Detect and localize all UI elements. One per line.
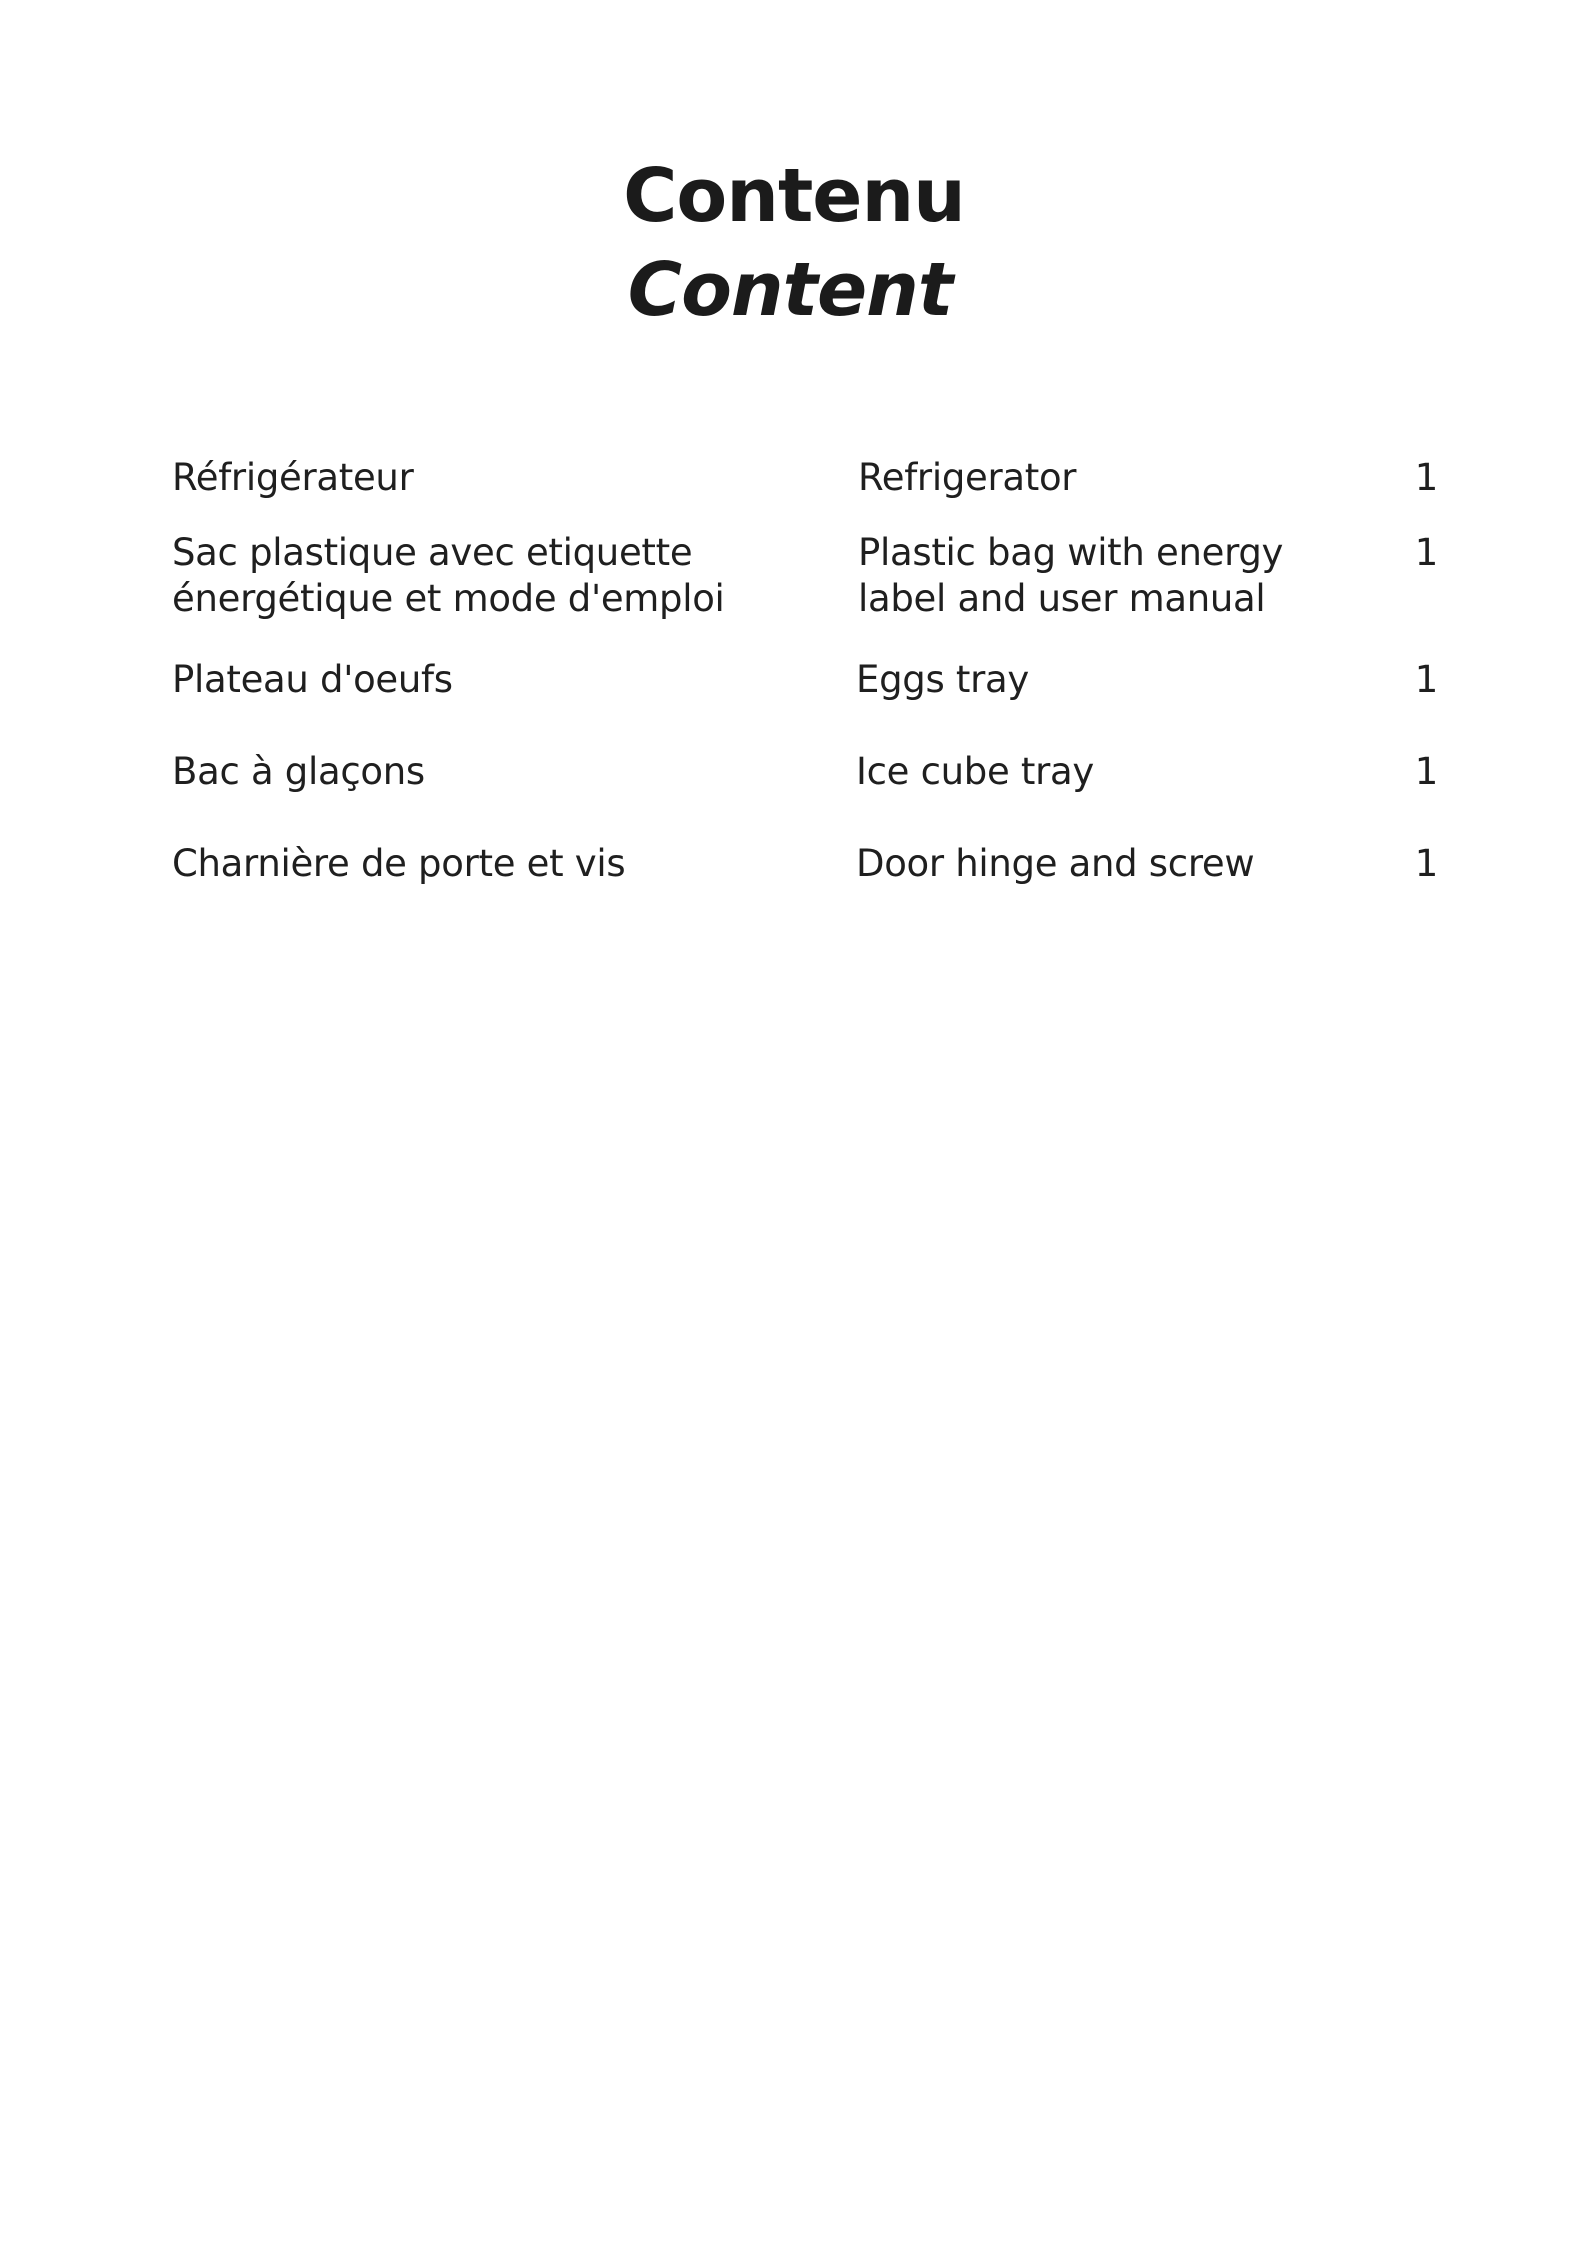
content-row bbox=[0, 530, 1588, 630]
item-quantity: 1 bbox=[1414, 750, 1438, 793]
item-quantity: 1 bbox=[1414, 456, 1438, 499]
item-english: Plastic bag with energy label and user manual bbox=[858, 531, 1284, 620]
content-row bbox=[0, 841, 1588, 941]
item-english: Ice cube tray bbox=[856, 750, 1094, 793]
content-row bbox=[0, 657, 1588, 757]
item-english: Door hinge and screw bbox=[856, 842, 1255, 885]
item-english: Eggs tray bbox=[856, 658, 1029, 701]
title-block bbox=[0, 150, 1588, 336]
item-french: Bac à glaçons bbox=[172, 750, 425, 793]
item-french: Sac plastique avec etiquette énergétique et mode d'emploi bbox=[172, 531, 725, 620]
item-quantity: 1 bbox=[1414, 842, 1438, 885]
item-french: Charnière de porte et vis bbox=[172, 842, 626, 885]
title-french: Contenu bbox=[623, 153, 965, 239]
item-quantity: 1 bbox=[1414, 658, 1438, 701]
item-french: Réfrigérateur bbox=[172, 456, 414, 499]
item-quantity: 1 bbox=[1414, 531, 1438, 574]
item-french: Plateau d'oeufs bbox=[172, 658, 453, 701]
content-row bbox=[0, 749, 1588, 849]
title-english: Content bbox=[627, 247, 953, 333]
item-english: Refrigerator bbox=[858, 456, 1077, 499]
